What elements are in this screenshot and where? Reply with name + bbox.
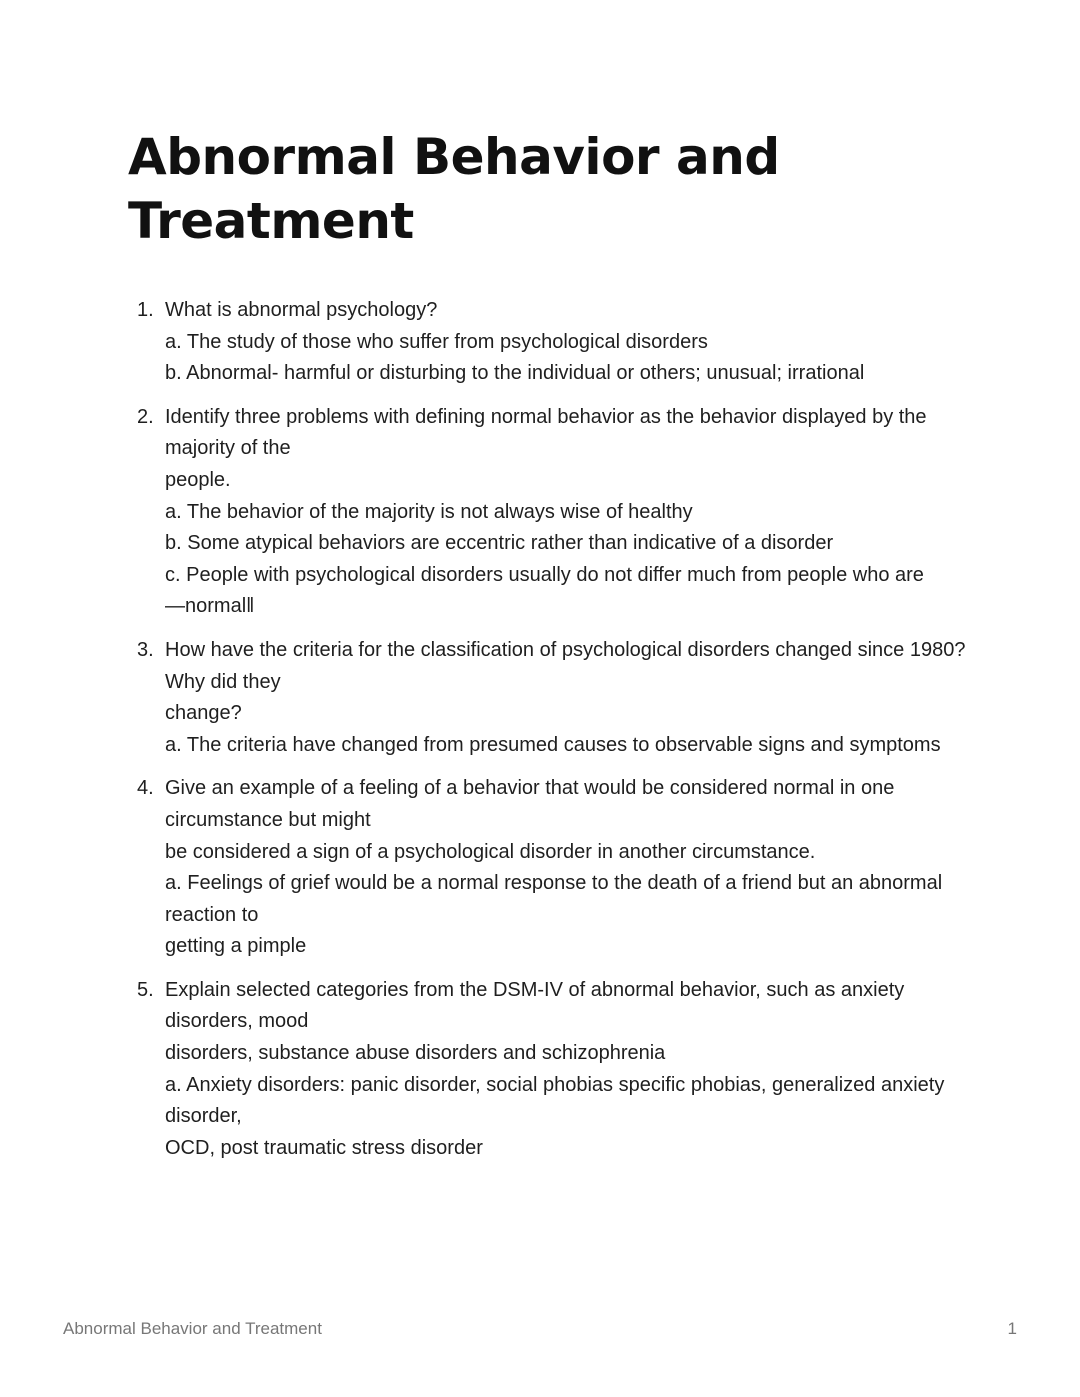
question-number: 5. bbox=[137, 978, 154, 1001]
answer-text: c. People with psychological disorders usually do not differ much from people who are ―normal‖ bbox=[165, 563, 930, 618]
question-text: Give an example of a feeling of a behavior that would be considered normal in one circumstance but might bbox=[165, 777, 900, 831]
footer-title: Abnormal Behavior and Treatment bbox=[63, 1319, 322, 1338]
question-number: 4. bbox=[137, 777, 154, 800]
answer-text: b. Abnormal- harmful or disturbing to the individual or others; unusual; irrational bbox=[165, 362, 865, 385]
question-text: be considered a sign of a psychological disorder in another circumstance. bbox=[165, 840, 816, 863]
question-item-4 bbox=[137, 773, 967, 963]
question-text: How have the criteria for the classification of psychological disorders changed since 1980? Why did they bbox=[165, 638, 972, 693]
answer-text: a. The criteria have changed from presumed causes to observable signs and symptoms bbox=[165, 733, 941, 756]
question-text: people. bbox=[165, 468, 231, 491]
question-number: 1. bbox=[137, 299, 154, 321]
answer-text: a. The behavior of the majority is not always wise of healthy bbox=[165, 500, 693, 523]
question-text: disorders, substance abuse disorders and schizophrenia bbox=[165, 1042, 666, 1065]
answer-text: a. Anxiety disorders: panic disorder, social phobias specific phobias, generalized anxiety disorder, bbox=[165, 1073, 950, 1128]
question-text: What is abnormal psychology? bbox=[165, 299, 438, 321]
page-title: Abnormal Behavior and Treatment bbox=[128, 128, 780, 250]
page-number: 1 bbox=[1007, 1319, 1017, 1338]
question-item-3 bbox=[137, 635, 972, 761]
question-text: change? bbox=[165, 702, 242, 725]
question-item-2 bbox=[137, 402, 967, 623]
answer-text: b. Some atypical behaviors are eccentric rather than indicative of a disorder bbox=[165, 532, 834, 555]
question-number: 2. bbox=[137, 405, 154, 428]
answer-text: OCD, post traumatic stress disorder bbox=[165, 1136, 483, 1159]
answer-text: a. Feelings of grief would be a normal response to the death of a friend but an abnormal reaction to bbox=[165, 872, 948, 926]
question-list bbox=[137, 295, 972, 1176]
question-text: Explain selected categories from the DSM-IV of abnormal behavior, such as anxiety disorders, mood bbox=[165, 978, 910, 1033]
question-item-1 bbox=[137, 295, 967, 390]
question-number: 3. bbox=[137, 638, 154, 661]
answer-text: a. The study of those who suffer from psychological disorders bbox=[165, 330, 708, 353]
question-text: Identify three problems with defining normal behavior as the behavior displayed by the majority of the bbox=[165, 405, 933, 460]
answer-text: getting a pimple bbox=[165, 935, 307, 958]
question-item-5 bbox=[137, 975, 967, 1165]
